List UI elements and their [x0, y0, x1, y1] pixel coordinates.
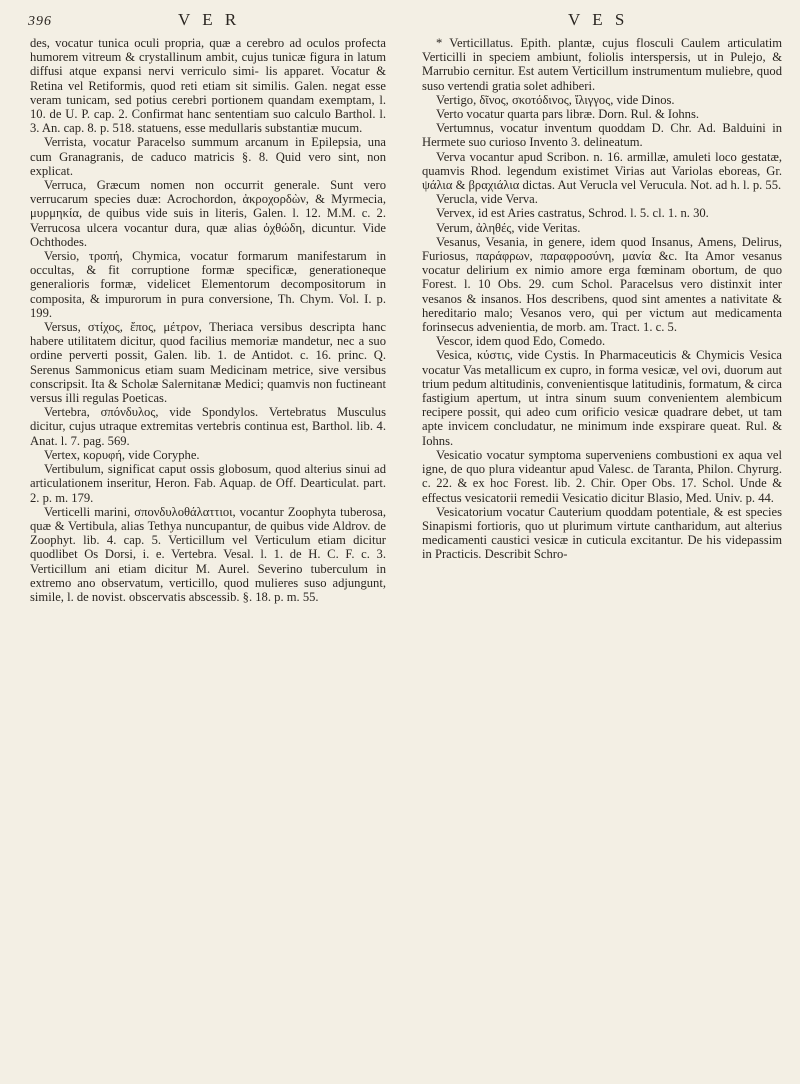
entry-vescor: Vescor, idem quod Edo, Comedo.: [436, 334, 606, 349]
left-running-head: V E R: [178, 10, 241, 29]
entry-vertex: Vertex, κορυφή, vide Coryphe.: [44, 447, 200, 462]
entry-verrista: Verrista, vocatur Paracelso summum arcanum in Epilepsia, una cum Granagranis, de caduco matricis §. 8. Quid vero sint, non explicat.: [30, 135, 386, 178]
right-running-head: V E S: [568, 10, 629, 29]
entry-vervex: Vervex, id est Aries castratus, Schrod. l. 5. cl. 1. n. 30.: [436, 206, 709, 221]
entry-vesicatorium: Vesicatorium vocatur Cauterium quoddam potentiale, & est species Sinapismi fortioris, quo ut plurimum virtute cantharidum, aut alterius medicamenti caustici vesicæ in cuticula excitantur. De his videpassim in Practicis. Describit Schro-: [422, 504, 782, 562]
entry-retina: des, vocatur tunica oculi propria, quæ a cerebro ad oculos profecta humorem vitreum & crystallinum ambit, cujus tunicæ figura in latum diffusi atque expansi nervi verriculo simi- lis apparet. Vocatur & Retina vel Retiformis, quod reti etiam sit similis. Galen. negat esse veram tunicam, sed potius cerebri portionem quandam exemptam, l. 10. de U. P. cap. 2. Confirmat hanc sententiam suo calculo Barthol. l. 3. An. cap. 8. p. 518. statuens, esse medullaris substantiæ mucum.: [30, 36, 386, 136]
right-column: [422, 36, 782, 562]
entry-vertibulum: Vertibulum, significat caput ossis globosum, quod alterius sinui ad articulationem inseritur, Heron. Fab. Aquap. de Off. Dearticulat. part. 2. p. m. 179.: [30, 462, 386, 505]
entry-verruca: Verruca, Græcum nomen non occurrit generale. Sunt vero verrucarum species duæ: Acrochordon, ἀκροχορδὼν, & Myrmecia, μυρμηκία, de quibus vide suis in literis, Galen. l. 12. M.M. c. 2. Verrucosa ulcera vocantur dura, quæ alias ὀχθώδη, dicuntur. Vide Ochthodes.: [30, 178, 386, 249]
entry-vesanus: Vesanus, Vesania, in genere, idem quod Insanus, Amens, Delirus, Furiosus, παράφρων, παραφροσύνη, μανία &c. Ita Amor vesanus vocatur delirium ex nimio amore erga fœminam obortum, de quo Forest. l. 10 Obs. 29. cum Schol. Paracelsus vero distinxit inter vesanos & insanos. Hos describens, quod sint amentes a nativitate & hereditario malo; Vesanos vero, qui per victum aut medicamenta forinsecus advenientia, de morb. am. Tract. 1. c. 5.: [422, 234, 782, 335]
entry-verticelli: Verticelli marini, σπονδυλοθάλαττιοι, vocantur Zoophyta tuberosa, quæ & Vertibula, alias Tethya nuncupantur, de quibus vide Aldrov. de Zoophyt. lib. 4. cap. 5. Verticillum vel Verticulum etiam dicitur quodlibet Os Dorsi, i. e. Vertebra. Vesal. l. 1. de H. C. F. c. 3. Verticillum ani etiam dicitur M. Aurel. Severino tuberculum in extremo ano observatum, verticillo, quod mulieres suso adjungunt, simile, l. de novist. obscervatis abscessib. §. 18. p. m. 55.: [30, 504, 386, 604]
entry-vesicatio: Vesicatio vocatur symptoma superveniens combustioni ex aqua vel igne, de quo plura videantur apud Valesc. de Taranta, Philon. Chyrurg. c. 22. & ex hoc Forest. lib. 2. Chir. Oper Obs. 17. Schol. Unde & effectus vesicatorii remedii Vesicatio dicitur Blasio, Med. Univ. p. 44.: [422, 447, 782, 505]
entry-vertebra: Vertebra, σπόνδυλος, vide Spondylos. Vertebratus Musculus dicitur, cujus utraque extremitas vertebris continua est, Barthol. lib. 4. Anat. l. 7. pag. 569.: [30, 405, 386, 448]
entry-vertigo: Vertigo, δῖνος, σκοτόδινος, ἴλιγγος, vide Dinos.: [436, 92, 675, 107]
entry-vesica: Vesica, κύστις, vide Cystis. In Pharmaceuticis & Chymicis Vesica vocatur Vas metallicum ex cupro, in forma vesicæ, vel ovi, duorum aut trium pedum altitudinis, convenientisque latitudinis, formatum, & circa fastigium apertum, ut intra sinum suum convenientem alembicum recipere possit, qui adeo cum orificio vesicæ quadrare debet, ut tam apte invicem concludatur, ne minimum inde exspirare queat. Rul. & Iohns.: [422, 348, 782, 448]
entry-verva: Verva vocantur apud Scribon. n. 16. armillæ, amuleti loco gestatæ, quamvis Rhod. legendum existimet Virias aut Variolas eboreas, Gr. ψάλια & βραχιάλια dictas. Aut Verucla vel Verucula. Not. ad h. l. p. 55.: [422, 149, 782, 193]
entry-verum: Verum, ἀληθές, vide Veritas.: [436, 220, 581, 235]
entry-verticillatus: * Verticillatus. Epith. plantæ, cujus flosculi Caulem articulatim Verticilli in speciem ambiunt, foliolis interspersis, ut in Pulejo, & Marrubio cernitur. Est autem Verticillum instrumentum muliebre, quod suso vertendi gratia solet adhiberi.: [422, 36, 782, 93]
page-number: 396: [28, 14, 52, 29]
entry-versus: Versus, στίχος, ἔπος, μέτρον, Theriaca versibus descripta hanc habere utilitatem dicitur, quod facilius memoriæ mandetur, nec a suo ordine perverti possit, Galen. lib. 1. de Antidot. c. 16. princ. Q. Serenus Sammonicus etiam suam Medicinam metrice, sive versibus conscripsit. Ita & Scholæ Salernitanæ Medici; quamvis non fuctineant versus illi regulas Poeticas.: [30, 320, 386, 406]
entry-versio: Versio, τροπή, Chymica, vocatur formarum manifestarum in occultas, & fit corruptione formæ specificæ, generationeque generalioris formæ, videlicet Elementorum decompositorum in composita, & impurorum in pura conversione, Th. Chym. Vol. I. p. 199.: [30, 249, 386, 320]
entry-vertumnus: Vertumnus, vocatur inventum quoddam D. Chr. Ad. Balduini in Hermete suo curioso Invento 3. delineatum.: [422, 121, 782, 150]
entry-verto: Verto vocatur quarta pars libræ. Dorn. Rul. & Iohns.: [436, 107, 700, 122]
left-column: [30, 36, 386, 604]
entry-verucla: Verucla, vide Verva.: [436, 192, 538, 207]
running-header: [28, 10, 776, 36]
